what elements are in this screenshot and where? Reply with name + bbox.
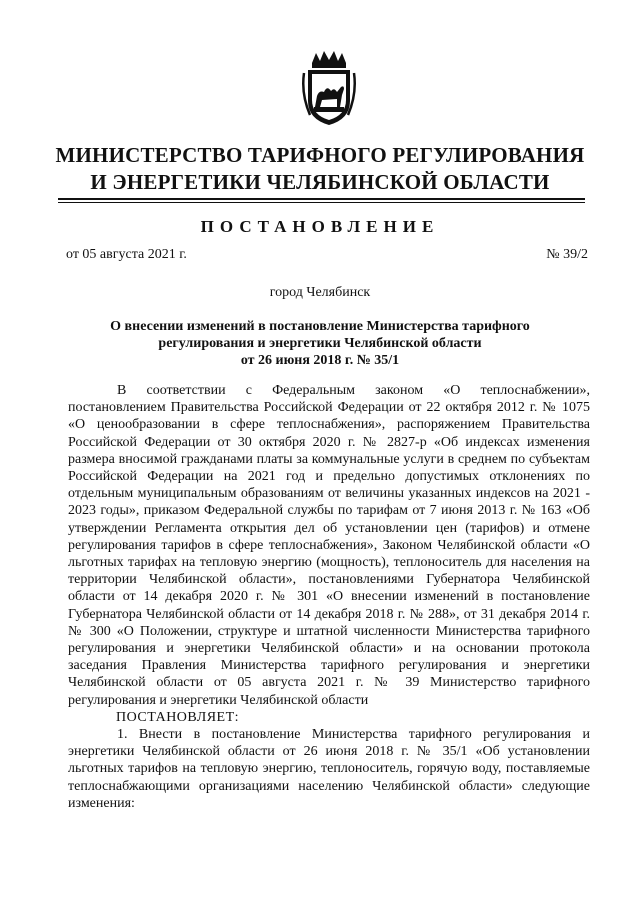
organization-title — [40, 142, 600, 196]
body-paragraph-2: 1. Внести в постановление Министерства тарифного регулирования и энергетики Челябинской области от 26 июня 2018 г. № 35/1 «Об установлении льготных тарифов на тепловую энергию, теплоноситель, горячую воду, поставляемые теплоснабжающими организациями населению Челябинской области» следующие изменения: — [68, 727, 590, 811]
heading-line-3: от 26 июня 2018 г. № 35/1 — [240, 353, 400, 368]
document-body — [68, 382, 590, 812]
organization-title-line-1: МИНИСТЕРСТВО ТАРИФНОГО РЕГУЛИРОВАНИЯ — [55, 143, 585, 167]
document-city: город Челябинск — [269, 285, 371, 300]
document-number: № 39/2 — [546, 247, 588, 262]
coat-of-arms-icon — [300, 49, 358, 127]
heading-line-2: регулирования и энергетики Челябинской области — [158, 336, 482, 351]
organization-title-line-2: И ЭНЕРГЕТИКИ ЧЕЛЯБИНСКОЙ ОБЛАСТИ — [90, 170, 550, 194]
heading-line-1: О внесении изменений в постановление Министерства тарифного — [110, 319, 530, 334]
document-heading — [80, 318, 560, 369]
header-rule-thin — [58, 202, 585, 203]
document-type: ПОСТАНОВЛЕНИЕ — [200, 217, 440, 236]
document-date: от 05 августа 2021 г. — [66, 247, 187, 262]
header-rule-thick — [58, 198, 585, 200]
decree-word: ПОСТАНОВЛЯЕТ: — [116, 709, 240, 725]
body-paragraph-1: В соответствии с Федеральным законом «О теплоснабжении», постановлением Правительства Российской Федерации от 22 октября 2012 г. № 1075 «О ценообразовании в сфере теплоснабжения», распоряжением Правительства Российской Федерации от 30 октября 2020 г. № 2827-р «Об индексах изменения размера вносимой гражданами платы за коммунальные услуги в среднем по субъектам Российской Федерации на 2021 год и предельно допустимых отклонениях по отдельным муниципальным образованиям от величины указанных индексов на 2021 - 2023 годы», приказом Федеральной службы по тарифам от 7 июня 2013 г. № 163 «Об утверждении Регламента открытия дел об установлении цен (тарифов) и отмене регулирования тарифов в сфере теплоснабжения», Законом Челябинской области «О льготных тарифах на тепловую энергию (мощность), теплоноситель для населения на территории Челябинской области», постановлениями Губернатора Челябинской области от 14 декабря 2020 г. № 301 «О внесении изменений в постановление Губернатора Челябинской области от 14 декабря 2018 г. № 288», от 31 декабря 2014 г. № 300 «О Положении, структуре и штатной численности Министерства тарифного регулирования и энергетики Челябинской области» и на основании протокола заседания Правления Министерства тарифного регулирования и энергетики Челябинской области от 05 августа 2021 г. № 39 Министерство тарифного регулирования и энергетики Челябинской области — [68, 383, 590, 708]
